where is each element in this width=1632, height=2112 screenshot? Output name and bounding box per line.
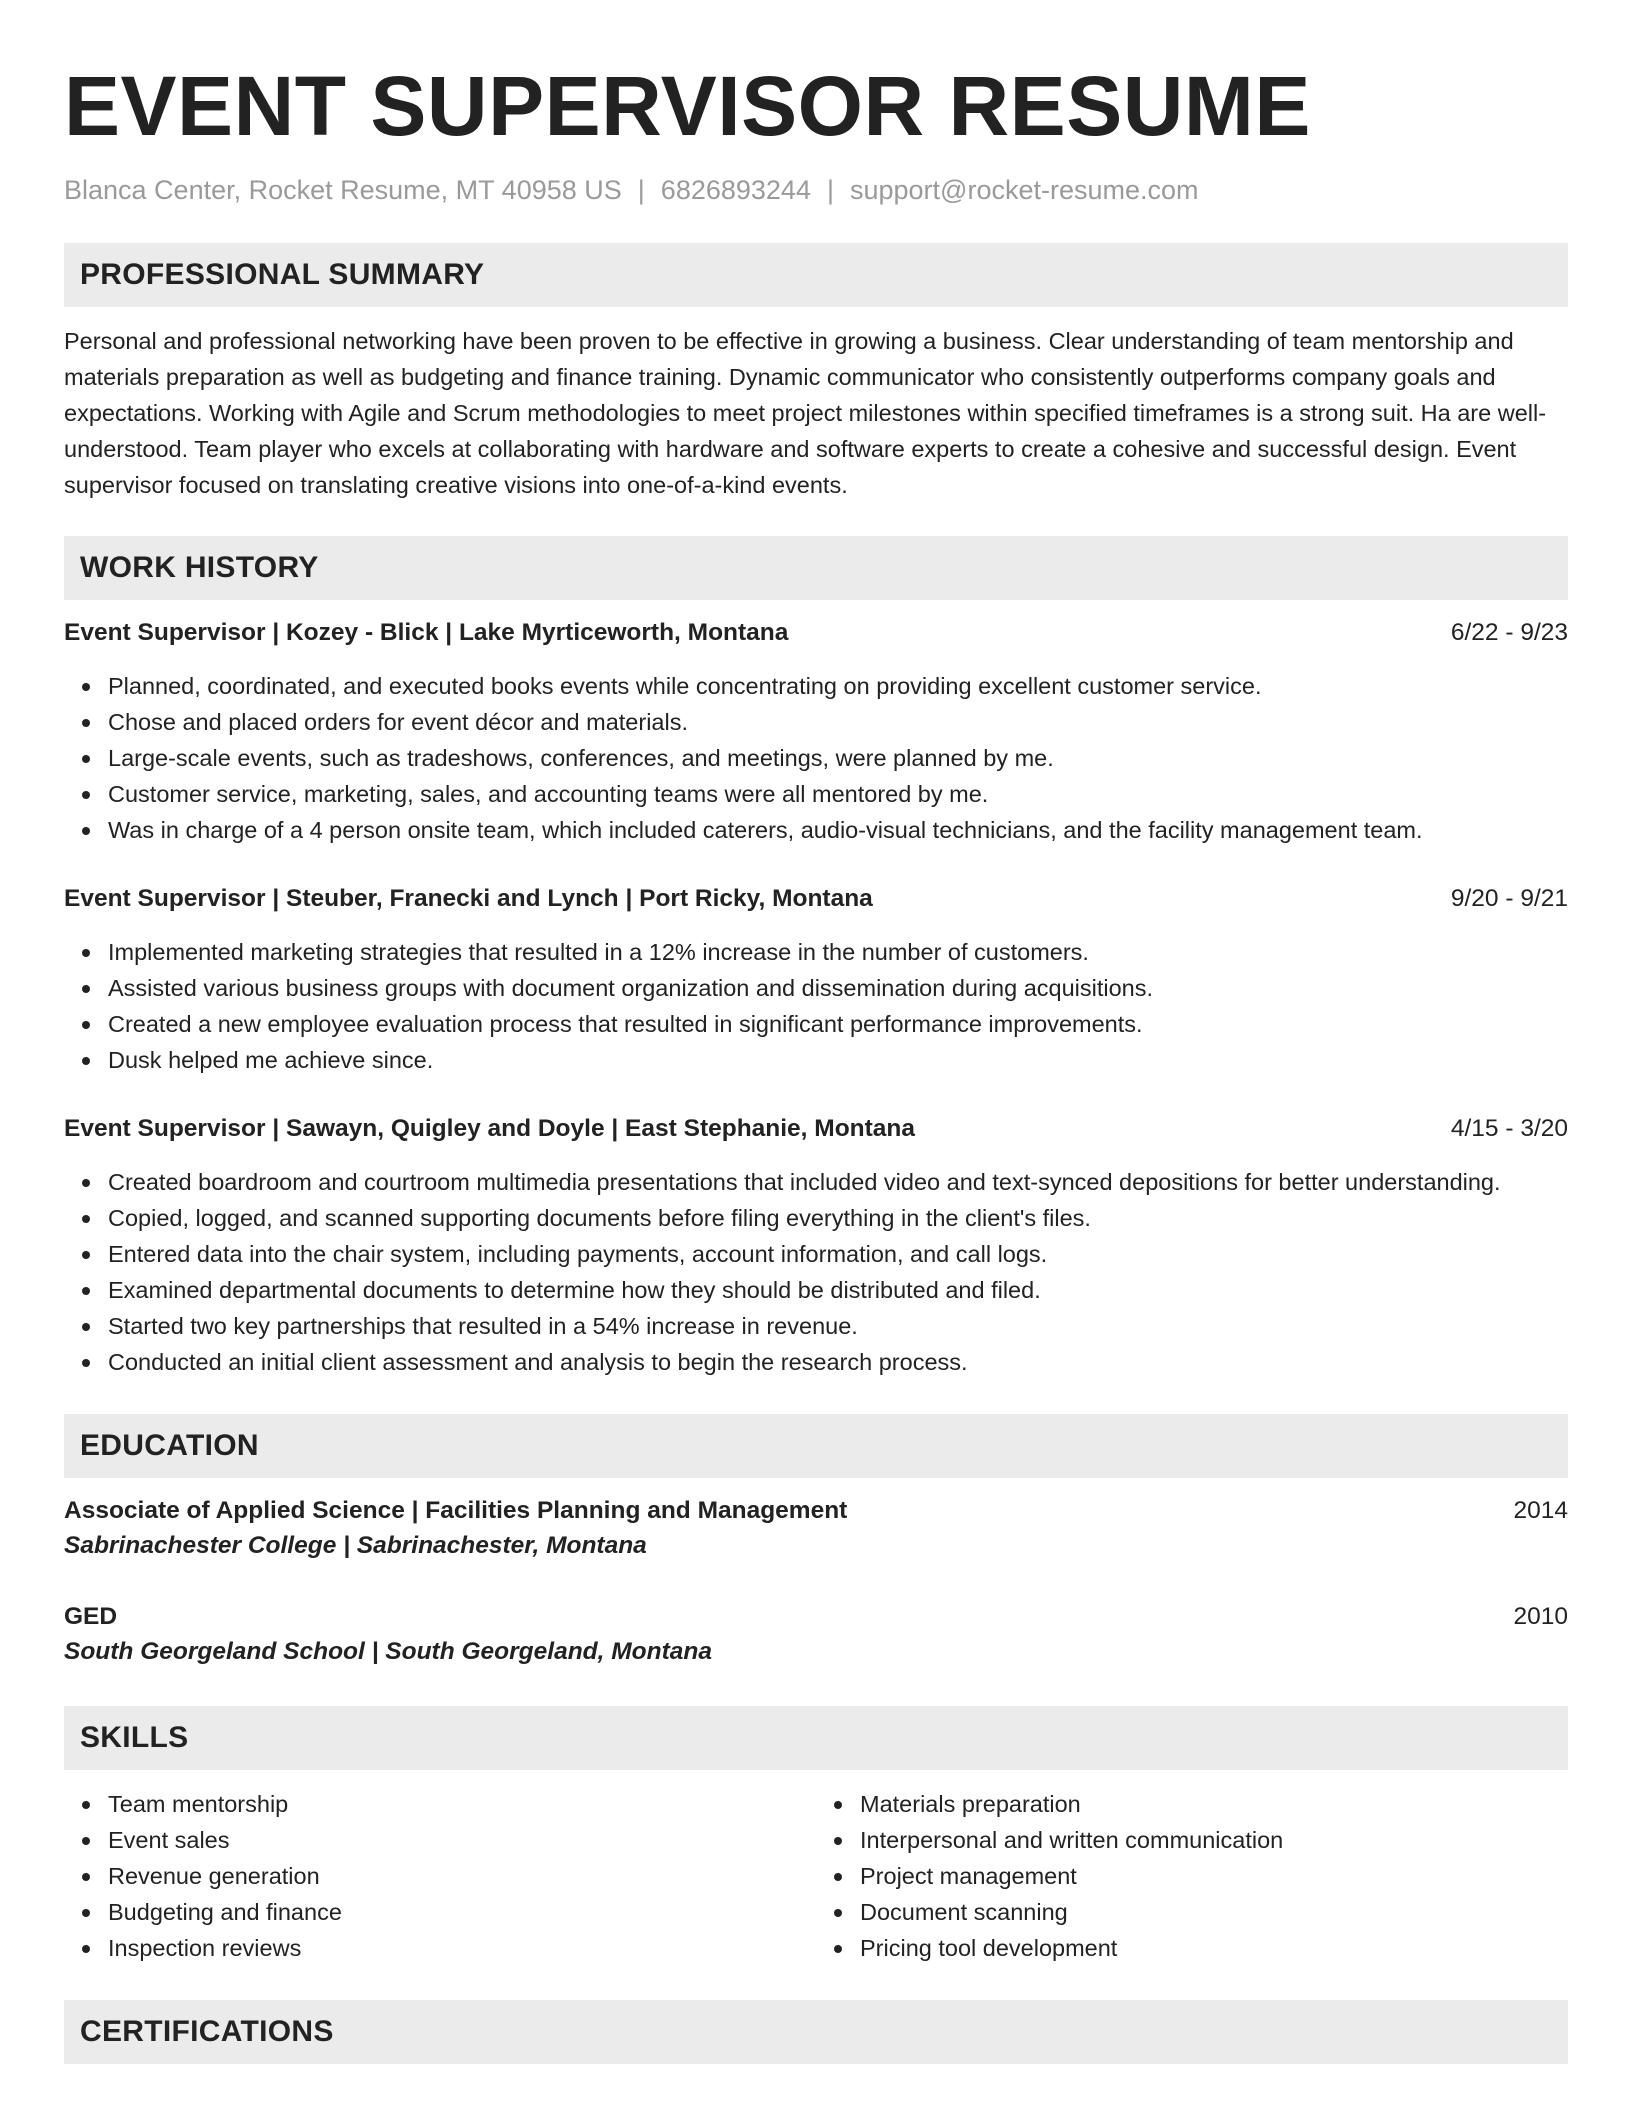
skill-item: Project management — [816, 1858, 1568, 1894]
education-header — [64, 1494, 1568, 1528]
skill-item: Budgeting and finance — [64, 1894, 816, 1930]
education-degree: GED — [64, 1603, 118, 1630]
education-header — [64, 1600, 1568, 1634]
skill-item: Document scanning — [816, 1894, 1568, 1930]
summary-text: Personal and professional networking have been proven to be effective in growing a business. Clear understanding of team mentorship and materials preparation as well as budgeting and finance training. Dynamic communicator who consistently outperforms company goals and expectations. Working with Agile and Scrum methodologies to meet project milestones within specified timeframes is a strong suit. Ha are well-understood. Team player who excels at collaborating with hardware and software experts to create a cohesive and successful design. Event supervisor focused on translating creative visions into one-of-a-kind events. — [64, 328, 1547, 498]
job-header — [64, 1112, 1568, 1146]
job-bullet: Dusk helped me achieve since. — [64, 1042, 1568, 1078]
job-bullet: Entered data into the chair system, including payments, account information, and call logs. — [64, 1236, 1568, 1272]
education-entry — [64, 1600, 1568, 1670]
section-header-work-history: WORK HISTORY — [64, 536, 1568, 600]
job-header — [64, 616, 1568, 650]
section-header-skills: SKILLS — [64, 1706, 1568, 1770]
education-degree: Associate of Applied Science | Facilities Planning and Management — [64, 1497, 848, 1524]
contact-address: Blanca Center, Rocket Resume, MT 40958 US — [64, 175, 622, 205]
job-dates: 6/22 - 9/23 — [1450, 619, 1568, 646]
job-title: Event Supervisor | Sawayn, Quigley and Doyle | East Stephanie, Montana — [64, 1115, 916, 1142]
job-bullet: Created boardroom and courtroom multimedia presentations that included video and text-synced depositions for better understanding. — [64, 1164, 1568, 1200]
job-bullet: Chose and placed orders for event décor and materials. — [64, 704, 1568, 740]
section-header-education: EDUCATION — [64, 1414, 1568, 1478]
job-bullet: Was in charge of a 4 person onsite team, which included caterers, audio-visual technicians, and the facility management team. — [64, 812, 1568, 848]
job-title: Event Supervisor | Kozey - Blick | Lake Myrticeworth, Montana — [64, 619, 789, 646]
job-title: Event Supervisor | Steuber, Franecki and Lynch | Port Ricky, Montana — [64, 885, 873, 912]
education-entry — [64, 1494, 1568, 1564]
skills-grid — [64, 1786, 1568, 1966]
skill-item: Pricing tool development — [816, 1930, 1568, 1966]
education-school: South Georgeland School | South Georgeland, Montana — [64, 1638, 712, 1665]
job-bullet: Copied, logged, and scanned supporting documents before filing everything in the client's files. — [64, 1200, 1568, 1236]
skill-item: Event sales — [64, 1822, 816, 1858]
education-school: Sabrinachester College | Sabrinachester, Montana — [64, 1532, 647, 1559]
job-dates: 9/20 - 9/21 — [1450, 885, 1568, 912]
job-bullet: Planned, coordinated, and executed books events while concentrating on providing excellent customer service. — [64, 668, 1568, 704]
contact-line — [64, 174, 1568, 206]
job-bullet: Large-scale events, such as tradeshows, conferences, and meetings, were planned by me. — [64, 740, 1568, 776]
skill-item: Inspection reviews — [64, 1930, 816, 1966]
education-year: 2010 — [1513, 1603, 1568, 1630]
skill-item: Interpersonal and written communication — [816, 1822, 1568, 1858]
skills-column-right — [816, 1786, 1568, 1966]
contact-email[interactable]: support@rocket-resume.com — [849, 175, 1199, 205]
job-bullet: Examined departmental documents to determine how they should be distributed and filed. — [64, 1272, 1568, 1308]
section-header-certifications: CERTIFICATIONS — [64, 2000, 1568, 2064]
job-bullet: Started two key partnerships that resulted in a 54% increase in revenue. — [64, 1308, 1568, 1344]
contact-separator: | — [826, 175, 834, 205]
job-bullet: Customer service, marketing, sales, and accounting teams were all mentored by me. — [64, 776, 1568, 812]
job-bullet: Conducted an initial client assessment and analysis to begin the research process. — [64, 1344, 1568, 1380]
job-header — [64, 882, 1568, 916]
job-bullets — [64, 1164, 1568, 1380]
section-header-summary: PROFESSIONAL SUMMARY — [64, 243, 1568, 307]
skills-column-left — [64, 1786, 816, 1966]
job-bullets — [64, 934, 1568, 1078]
contact-separator: | — [637, 175, 645, 205]
skill-item: Team mentorship — [64, 1786, 816, 1822]
skills-list — [816, 1786, 1568, 1966]
resume-title: EVENT SUPERVISOR RESUME — [64, 59, 1311, 153]
skills-list — [64, 1786, 816, 1966]
job-entry — [64, 616, 1568, 848]
job-bullet: Created a new employee evaluation process that resulted in significant performance improvements. — [64, 1006, 1568, 1042]
job-bullet: Assisted various business groups with document organization and dissemination during acquisitions. — [64, 970, 1568, 1006]
job-bullets — [64, 668, 1568, 848]
job-entry — [64, 882, 1568, 1078]
skill-item: Revenue generation — [64, 1858, 816, 1894]
job-entry — [64, 1112, 1568, 1380]
job-bullet: Implemented marketing strategies that resulted in a 12% increase in the number of customers. — [64, 934, 1568, 970]
contact-phone: 6826893244 — [660, 175, 811, 205]
skill-item: Materials preparation — [816, 1786, 1568, 1822]
job-dates: 4/15 - 3/20 — [1450, 1115, 1568, 1142]
education-year: 2014 — [1513, 1497, 1568, 1524]
